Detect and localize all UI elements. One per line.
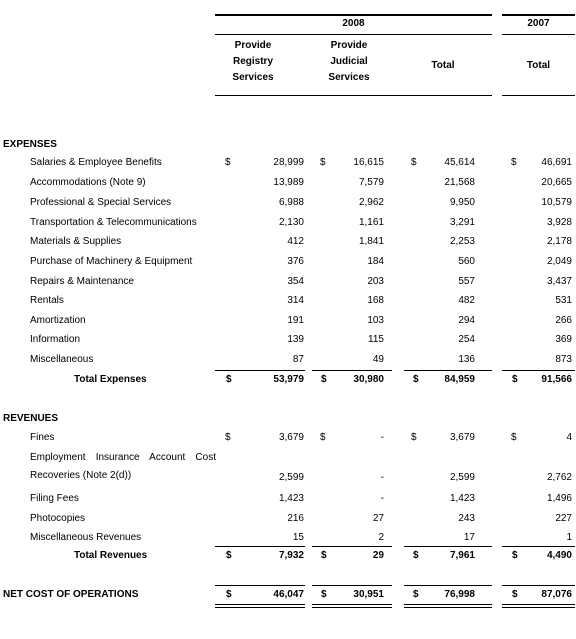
expense-row-label: Accommodations (Note 9) bbox=[30, 177, 146, 188]
amount-cell: 21,568 bbox=[444, 177, 475, 188]
amount-cell: 1,423 bbox=[449, 493, 475, 504]
subtotal-rule bbox=[404, 370, 492, 371]
amount-cell: 2,253 bbox=[449, 236, 475, 247]
amount-cell: 16,615 bbox=[353, 157, 384, 168]
currency-symbol: $ bbox=[512, 550, 518, 561]
header-mid-rule-2008 bbox=[215, 34, 492, 35]
revenue-row-label-cont: Recoveries (Note 2(d)) bbox=[30, 470, 132, 481]
amount-cell: 91,566 bbox=[541, 374, 572, 385]
amount-cell: 1,423 bbox=[278, 493, 304, 504]
amount-cell: 115 bbox=[368, 334, 384, 345]
expenses-section-title: EXPENSES bbox=[3, 139, 57, 150]
amount-cell: 412 bbox=[287, 236, 304, 247]
amount-cell: 17 bbox=[463, 532, 475, 543]
amount-cell: 482 bbox=[458, 295, 475, 306]
col-registry-line1: Provide bbox=[234, 40, 272, 51]
amount-cell: 28,999 bbox=[273, 157, 304, 168]
amount-cell: 1,161 bbox=[358, 217, 384, 228]
col-total-2008-heading: Total bbox=[431, 60, 455, 71]
header-top-rule-2008 bbox=[215, 14, 492, 16]
currency-symbol: $ bbox=[413, 550, 419, 561]
revenue-row-label: Photocopies bbox=[30, 513, 86, 524]
amount-cell: 3,928 bbox=[546, 217, 572, 228]
subtotal-rule bbox=[502, 370, 575, 371]
double-rule-upper bbox=[404, 604, 492, 605]
amount-cell: 2,130 bbox=[278, 217, 304, 228]
double-rule-lower bbox=[404, 607, 492, 608]
amount-cell: 29 bbox=[372, 550, 384, 561]
amount-cell: 45,614 bbox=[444, 157, 475, 168]
amount-cell: 6,988 bbox=[278, 197, 304, 208]
amount-cell: - bbox=[380, 493, 384, 504]
expense-row-label: Purchase of Machinery & Equipment bbox=[30, 256, 193, 267]
currency-symbol: $ bbox=[512, 374, 518, 385]
amount-cell: 27 bbox=[372, 513, 384, 524]
subtotal-rule bbox=[215, 546, 305, 547]
currency-symbol: $ bbox=[320, 432, 326, 443]
amount-cell: 184 bbox=[367, 256, 384, 267]
currency-symbol: $ bbox=[413, 589, 419, 600]
amount-cell: 254 bbox=[458, 334, 475, 345]
currency-symbol: $ bbox=[226, 589, 232, 600]
amount-cell: 2 bbox=[378, 532, 384, 543]
double-rule-lower bbox=[312, 607, 392, 608]
amount-cell: 203 bbox=[367, 276, 384, 287]
amount-cell: 3,679 bbox=[449, 432, 475, 443]
header-mid-rule-2007 bbox=[502, 34, 575, 35]
currency-symbol: $ bbox=[225, 157, 231, 168]
amount-cell: 266 bbox=[555, 315, 572, 326]
subtotal-rule bbox=[215, 370, 305, 371]
amount-cell: 191 bbox=[287, 315, 304, 326]
amount-cell: 1 bbox=[566, 532, 572, 543]
amount-cell: - bbox=[380, 472, 384, 483]
amount-cell: - bbox=[380, 432, 384, 443]
amount-cell: 2,178 bbox=[546, 236, 572, 247]
amount-cell: 2,599 bbox=[449, 472, 475, 483]
subtotal-rule bbox=[312, 546, 392, 547]
amount-cell: 168 bbox=[367, 295, 384, 306]
expense-row-label: Amortization bbox=[30, 315, 86, 326]
double-rule-upper bbox=[312, 604, 392, 605]
amount-cell: 376 bbox=[287, 256, 304, 267]
currency-symbol: $ bbox=[511, 432, 517, 443]
amount-cell: 53,979 bbox=[273, 374, 304, 385]
col-judicial-line3: Services bbox=[328, 72, 370, 83]
amount-cell: 87,076 bbox=[541, 589, 572, 600]
amount-cell: 4,490 bbox=[546, 550, 572, 561]
currency-symbol: $ bbox=[512, 589, 518, 600]
amount-cell: 531 bbox=[555, 295, 572, 306]
col-judicial-line2: Judicial bbox=[330, 56, 368, 67]
amount-cell: 216 bbox=[287, 513, 304, 524]
double-rule-lower bbox=[502, 607, 575, 608]
currency-symbol: $ bbox=[225, 432, 231, 443]
amount-cell: 3,291 bbox=[449, 217, 475, 228]
amount-cell: 243 bbox=[458, 513, 475, 524]
amount-cell: 46,691 bbox=[541, 157, 572, 168]
expense-row-label: Professional & Special Services bbox=[30, 197, 172, 208]
amount-cell: 1,496 bbox=[546, 493, 572, 504]
amount-cell: 2,049 bbox=[546, 256, 572, 267]
expense-row-label: Miscellaneous bbox=[30, 354, 94, 365]
currency-symbol: $ bbox=[321, 589, 327, 600]
amount-cell: 557 bbox=[458, 276, 475, 287]
revenue-row-label: Fines bbox=[30, 432, 55, 443]
amount-cell: 13,989 bbox=[273, 177, 304, 188]
net-top-rule bbox=[312, 585, 392, 586]
col-registry-heading bbox=[215, 38, 291, 86]
amount-cell: 227 bbox=[555, 513, 572, 524]
currency-symbol: $ bbox=[413, 374, 419, 385]
col-total-2007-heading: Total bbox=[526, 60, 551, 71]
amount-cell: 103 bbox=[367, 315, 384, 326]
col-registry-line3: Services bbox=[232, 72, 274, 83]
amount-cell: 7,961 bbox=[449, 550, 475, 561]
amount-cell: 49 bbox=[372, 354, 384, 365]
amount-cell: 10,579 bbox=[541, 197, 572, 208]
expense-row-label: Materials & Supplies bbox=[30, 236, 122, 247]
col-judicial-heading bbox=[312, 38, 386, 86]
amount-cell: 354 bbox=[287, 276, 304, 287]
revenue-row-label: Employment Insurance Account Cost bbox=[30, 452, 216, 463]
currency-symbol: $ bbox=[321, 550, 327, 561]
amount-cell: 1,841 bbox=[358, 236, 384, 247]
expense-row-label: Rentals bbox=[30, 295, 64, 306]
col-judicial-line1: Provide bbox=[330, 40, 368, 51]
amount-cell: 30,951 bbox=[353, 589, 384, 600]
double-rule-upper bbox=[502, 604, 575, 605]
amount-cell: 2,599 bbox=[278, 472, 304, 483]
amount-cell: 3,437 bbox=[546, 276, 572, 287]
total-revenues-label: Total Revenues bbox=[74, 550, 148, 561]
currency-symbol: $ bbox=[411, 157, 417, 168]
amount-cell: 4 bbox=[566, 432, 572, 443]
currency-symbol: $ bbox=[226, 374, 232, 385]
amount-cell: 314 bbox=[287, 295, 304, 306]
expense-row-label: Transportation & Telecommunications bbox=[30, 217, 197, 228]
double-rule-upper bbox=[215, 604, 305, 605]
net-top-rule bbox=[502, 585, 575, 586]
subtotal-rule bbox=[312, 370, 392, 371]
year-2008-heading: 2008 bbox=[342, 18, 365, 29]
amount-cell: 3,679 bbox=[278, 432, 304, 443]
double-rule-lower bbox=[215, 607, 305, 608]
net-top-rule bbox=[215, 585, 305, 586]
amount-cell: 2,962 bbox=[358, 197, 384, 208]
currency-symbol: $ bbox=[321, 374, 327, 385]
revenue-row-label: Filing Fees bbox=[30, 493, 79, 504]
net-cost-label: NET COST OF OPERATIONS bbox=[3, 589, 139, 600]
subtotal-rule bbox=[404, 546, 492, 547]
total-expenses-label: Total Expenses bbox=[74, 374, 147, 385]
amount-cell: 294 bbox=[458, 315, 475, 326]
header-bottom-rule-2007 bbox=[502, 95, 575, 96]
revenues-section-title: REVENUES bbox=[3, 413, 59, 424]
expense-row-label: Repairs & Maintenance bbox=[30, 276, 134, 287]
amount-cell: 9,950 bbox=[449, 197, 475, 208]
amount-cell: 15 bbox=[292, 532, 304, 543]
amount-cell: 46,047 bbox=[273, 589, 304, 600]
col-registry-line2: Registry bbox=[232, 56, 273, 67]
amount-cell: 873 bbox=[555, 354, 572, 365]
amount-cell: 560 bbox=[458, 256, 475, 267]
amount-cell: 87 bbox=[292, 354, 304, 365]
subtotal-rule bbox=[502, 546, 575, 547]
header-top-rule-2007 bbox=[502, 14, 575, 16]
currency-symbol: $ bbox=[511, 157, 517, 168]
expense-row-label: Salaries & Employee Benefits bbox=[30, 157, 162, 168]
amount-cell: 136 bbox=[458, 354, 475, 365]
revenue-row-label: Miscellaneous Revenues bbox=[30, 532, 142, 543]
amount-cell: 20,665 bbox=[541, 177, 572, 188]
amount-cell: 30,980 bbox=[353, 374, 384, 385]
amount-cell: 84,959 bbox=[444, 374, 475, 385]
net-top-rule bbox=[404, 585, 492, 586]
currency-symbol: $ bbox=[226, 550, 232, 561]
currency-symbol: $ bbox=[320, 157, 326, 168]
amount-cell: 369 bbox=[555, 334, 572, 345]
header-bottom-rule-2008 bbox=[215, 95, 492, 96]
amount-cell: 76,998 bbox=[444, 589, 475, 600]
year-2007-heading: 2007 bbox=[527, 18, 550, 29]
amount-cell: 7,932 bbox=[278, 550, 304, 561]
amount-cell: 2,762 bbox=[546, 472, 572, 483]
expense-row-label: Information bbox=[30, 334, 81, 345]
amount-cell: 7,579 bbox=[358, 177, 384, 188]
amount-cell: 139 bbox=[287, 334, 304, 345]
currency-symbol: $ bbox=[411, 432, 417, 443]
